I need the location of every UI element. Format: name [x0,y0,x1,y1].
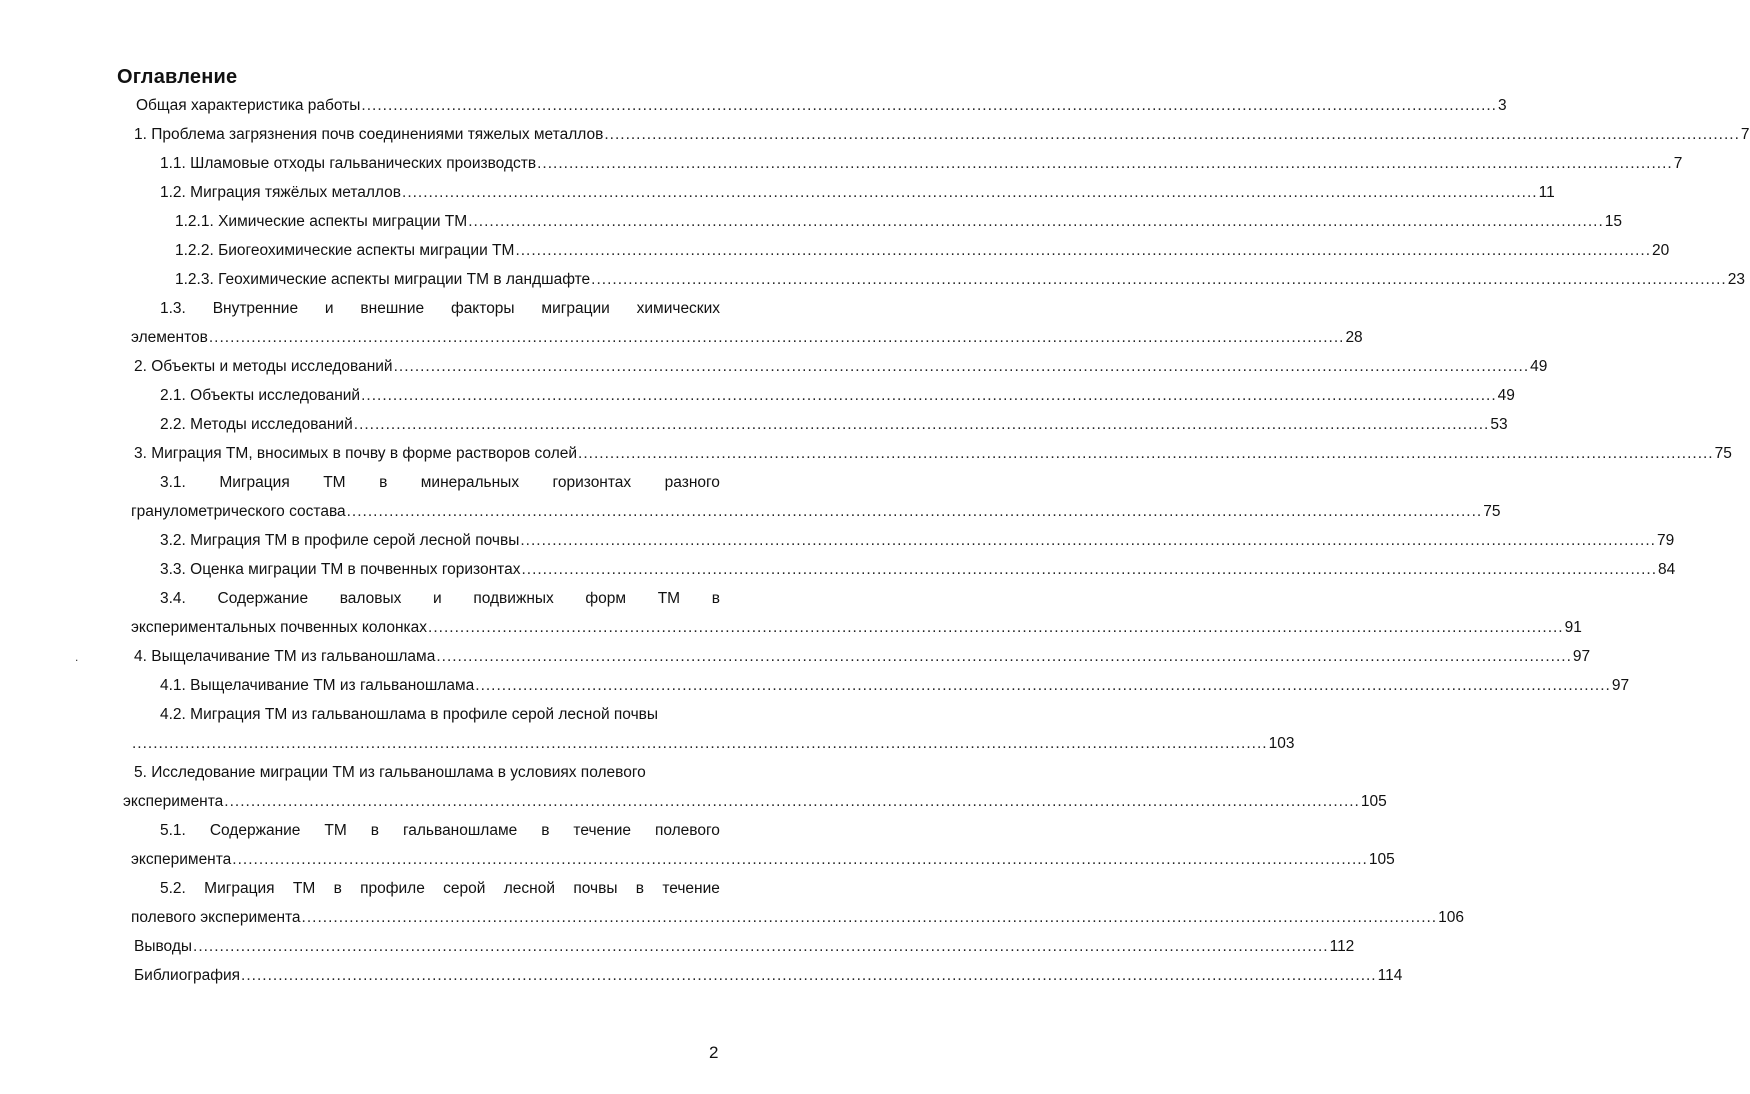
toc-entry[interactable] [160,558,1676,582]
toc-entry-page: 20 [1652,242,1670,259]
toc-entry-continuation [131,616,1582,640]
toc-entry-text: 1.2. Миграция тяжёлых металлов [160,184,402,201]
toc-entry-page: 49 [1497,387,1515,404]
toc-entry-page: 105 [1368,851,1395,868]
toc-entry-text: элементов [131,329,208,346]
toc-entry-continuation [123,790,1387,814]
toc-entry-continuation [131,848,1395,872]
word: ТМ [323,474,346,491]
toc-entry-text: 1.2.1. Химические аспекты миграции ТМ [175,213,468,230]
toc-entry-continuation [131,732,1295,756]
toc-entry-text: 2.2. Методы исследований [160,416,353,433]
word: 5.1. [160,822,186,839]
toc-entry-first-line [160,877,720,901]
toc-entry-page: 105 [1360,793,1387,810]
toc-entry-text: экспериментальных почвенных колонках [131,619,428,636]
toc-entry[interactable] [175,239,1670,263]
toc-entry-text: Выводы [134,938,193,955]
toc-entry-continuation [131,500,1501,524]
word: 3.1. [160,474,186,491]
dot-leader: ...................................................................................................................................................................................................................... [436,648,1572,665]
toc-entry-page: 97 [1611,677,1630,694]
toc-entry-text: 5. Исследование миграции ТМ из гальваношлама в условиях полевого [134,764,646,781]
dot-leader: ...................................................................................................................................................................................................................... [393,358,1530,375]
toc-entry[interactable] [134,645,1591,669]
toc-entry-text: 3.3. Оценка миграции ТМ в почвенных горизонтах [160,561,521,578]
toc-entry-text: 4. Выщелачивание ТМ из гальваношлама [134,648,436,665]
word: Внутренние [212,300,299,317]
toc-entry-page: 97 [1572,648,1591,665]
toc-entry-text: 1. Проблема загрязнения почв соединениями тяжелых металлов [134,126,604,143]
toc-entry-text: 1.1. Шламовые отходы гальванических производств [160,155,537,172]
toc-entry-text: 3. Миграция ТМ, вносимых в почву в форме растворов солей [134,445,578,462]
dot-leader: ...................................................................................................................................................................................................................... [468,213,1604,230]
word: полевого [654,822,720,839]
word: в [333,880,342,897]
word: 1.3. [160,300,186,317]
toc-entry-continuation [131,906,1464,930]
dot-leader: ...................................................................................................................................................................................................................... [301,909,1438,926]
toc-entry-text: 4.1. Выщелачивание ТМ из гальваношлама [160,677,475,694]
word: в [379,474,388,491]
toc-entry[interactable] [160,384,1515,408]
toc-entry-page: 49 [1530,358,1548,375]
toc-entry-first-line [160,297,720,321]
stray-mark: . [75,650,79,664]
toc-entry-page: 106 [1438,909,1464,926]
word: и [324,300,334,317]
toc-entry-text: эксперимента [123,793,224,810]
dot-leader: ...................................................................................................................................................................................................................... [428,619,1564,636]
word: профиле [360,880,425,897]
toc-entry-page: 23 [1727,271,1745,288]
word: и [433,590,442,607]
toc-entry-page: 53 [1490,416,1508,433]
dot-leader: ...................................................................................................................................................................................................................... [353,416,1490,433]
toc-entry-page: 7 [1673,155,1683,172]
word: серой [443,880,486,897]
page-title: Оглавление [117,66,238,88]
toc-entry-page: 75 [1714,445,1732,462]
toc-entry-page: 79 [1656,532,1675,549]
toc-entry-page: 28 [1345,329,1363,346]
dot-leader: ...................................................................................................................................................................................................................... [604,126,1740,143]
dot-leader: ...................................................................................................................................................................................................................... [591,271,1727,288]
word: химических [636,300,720,317]
word: 5.2. [160,880,186,897]
word: факторы [450,300,515,317]
word: разного [664,474,720,491]
word: в [711,590,720,607]
dot-leader: ...................................................................................................................................................................................................................... [132,735,1268,752]
toc-entry[interactable] [134,442,1732,466]
page-number: 2 [709,1043,719,1062]
toc-entry[interactable] [134,355,1548,379]
word: в [635,880,645,897]
word: горизонтах [552,474,632,491]
word: Содержание [209,822,301,839]
toc-entry[interactable] [160,181,1555,205]
toc-entry-text: 3.2. Миграция ТМ в профиле серой лесной почвы [160,532,520,549]
toc-entry[interactable] [134,964,1403,988]
toc-entry[interactable] [134,123,1750,147]
toc-entry-page: 91 [1564,619,1582,636]
toc-entry-page: 15 [1604,213,1623,230]
toc-entry-first-line [160,703,720,727]
dot-leader: ...................................................................................................................................................................................................................... [224,793,1360,810]
word: внешние [360,300,425,317]
toc-entry[interactable] [160,529,1675,553]
word: Миграция [204,880,275,897]
word: гальваношламе [402,822,518,839]
word: почвы [573,880,618,897]
toc-entry-text: гранулометрического состава [131,503,346,520]
toc-entry-text: 2.1. Объекты исследований [160,387,361,404]
toc-entry-page: 11 [1538,184,1555,201]
toc-entry-first-line [134,761,720,785]
toc-entry-text: эксперимента [131,851,232,868]
word: ТМ [324,822,347,839]
word: подвижных [473,590,554,607]
toc-entry-text: 4.2. Миграция ТМ из гальваношлама в профиле серой лесной почвы [160,706,659,723]
toc-entry-page: 3 [1498,97,1507,114]
word: 3.4. [160,590,186,607]
toc-entry-page: 112 [1329,938,1355,955]
dot-leader: ...................................................................................................................................................................................................................... [515,242,1652,259]
toc-entry-page: 7 [1740,126,1750,143]
toc-entry-text: 2. Объекты и методы исследований [134,358,393,375]
toc-entry-first-line [160,471,720,495]
word: ТМ [657,590,681,607]
dot-leader: ...................................................................................................................................................................................................................... [241,967,1377,984]
word: форм [585,590,627,607]
toc-entry[interactable] [160,413,1508,437]
toc-entry-page: 84 [1658,561,1676,578]
word: Миграция [219,474,290,491]
toc-entry-text: 1.2.3. Геохимические аспекты миграции ТМ в ландшафте [175,271,591,288]
dot-leader: ...................................................................................................................................................................................................................... [520,532,1656,549]
dot-leader: ...................................................................................................................................................................................................................... [361,387,1497,404]
dot-leader: ...................................................................................................................................................................................................................... [475,677,1611,694]
dot-leader: ...................................................................................................................................................................................................................... [232,851,1368,868]
toc-entry-first-line [160,819,720,843]
dot-leader: ...................................................................................................................................................................................................................... [402,184,1538,201]
toc-entry-page: 75 [1483,503,1501,520]
toc-entry[interactable] [160,152,1683,176]
word: ТМ [292,880,316,897]
word: течение [662,880,720,897]
word: Содержание [217,590,309,607]
toc-entry[interactable] [136,94,1507,118]
toc-entry[interactable] [175,268,1745,292]
toc-entry[interactable] [175,210,1623,234]
dot-leader: ...................................................................................................................................................................................................................... [537,155,1673,172]
toc-entry-first-line [160,587,720,611]
dot-leader: ...................................................................................................................................................................................................................... [578,445,1714,462]
word: в [541,822,550,839]
dot-leader: ...................................................................................................................................................................................................................... [346,503,1483,520]
toc-entry-text: полевого эксперимента [131,909,301,926]
toc-entry-page: 103 [1268,735,1295,752]
toc-entry-page: 114 [1377,967,1403,984]
dot-leader: ...................................................................................................................................................................................................................... [361,97,1497,114]
word: минеральных [420,474,520,491]
word: лесной [503,880,556,897]
dot-leader: ...................................................................................................................................................................................................................... [521,561,1658,578]
word: в [370,822,379,839]
toc-entry-text: 1.2.2. Биогеохимические аспекты миграции ТМ [175,242,515,259]
toc-entry-continuation [131,326,1363,350]
word: валовых [339,590,402,607]
toc-entry[interactable] [134,935,1355,959]
word: миграции [541,300,610,317]
word: течение [573,822,631,839]
toc-entry[interactable] [160,674,1630,698]
dot-leader: ...................................................................................................................................................................................................................... [208,329,1345,346]
dot-leader: ...................................................................................................................................................................................................................... [193,938,1329,955]
toc-entry-text: Общая характеристика работы [136,97,361,114]
toc-entry-text: Библиография [134,967,241,984]
